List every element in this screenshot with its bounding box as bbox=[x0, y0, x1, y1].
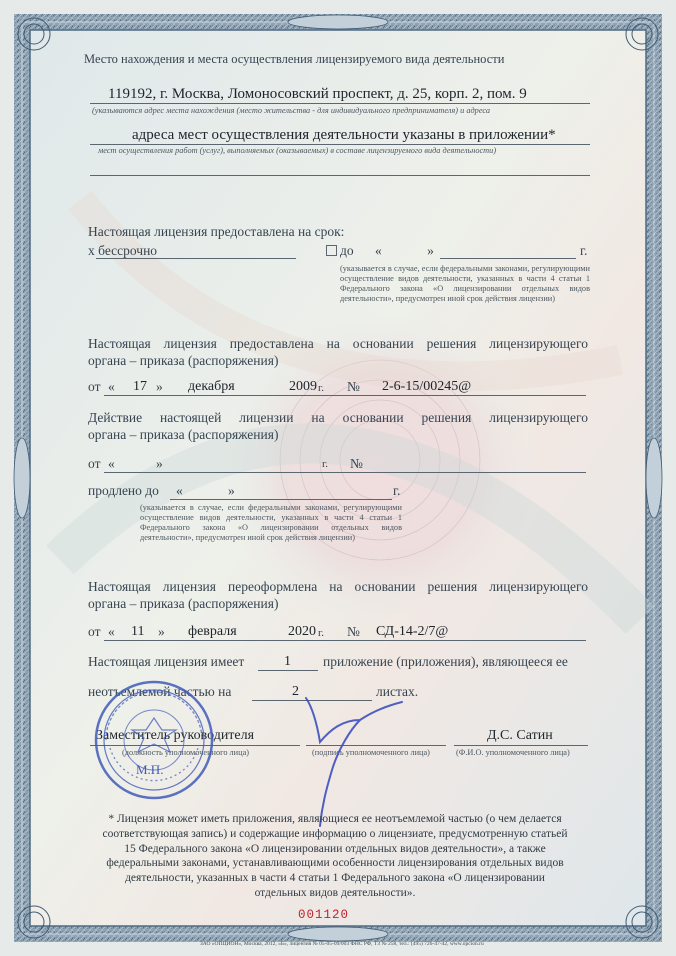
term-unlimited bbox=[88, 243, 157, 259]
activity-underline bbox=[90, 144, 590, 145]
attachments-count-underline bbox=[258, 670, 318, 671]
official-stamp-icon bbox=[92, 678, 216, 802]
signer-name: Д.С. Сатин bbox=[487, 728, 553, 743]
stamp-mark: М.П. bbox=[136, 762, 164, 777]
blank-underline bbox=[90, 175, 590, 176]
until-quote-open: « bbox=[375, 243, 382, 258]
signature-note: (подпись уполномоченного лица) bbox=[312, 748, 430, 757]
extended-label: продлено до bbox=[88, 483, 159, 498]
printer-line: ЗАО «ОПЦИОН», Москва, 2012, «Б», лицензия № 05-05-09/003 ФНС РФ, ТЗ № 258, тел.: (495) 726-47-42, www.opcion.ru bbox=[200, 941, 484, 947]
extended-underline bbox=[170, 499, 392, 500]
grant-number-label: № bbox=[347, 379, 360, 394]
extension-number-label: № bbox=[350, 456, 363, 471]
reissue-quote-close: » bbox=[158, 624, 165, 639]
extension-note: (указывается в случае, если федеральными законами, регулирующими осуществление видов деятельности, указанных в части 4 статьи 1 Федерального закона «О лицензировании отдельных видов деятельности», предусмотрен иной срок действия лицензии) bbox=[140, 503, 402, 542]
extension-underline bbox=[104, 472, 586, 473]
grant-quote-open: « bbox=[108, 379, 115, 394]
grant-number: 2-6-15/00245@ bbox=[382, 379, 472, 394]
until-quote-close: » bbox=[427, 243, 434, 258]
term-until bbox=[326, 243, 434, 259]
attachments-sheets-label: листах. bbox=[376, 684, 419, 699]
reissue-number-label: № bbox=[347, 624, 360, 639]
unlimited-checkbox-mark: x bbox=[88, 243, 95, 258]
grant-basis-line1: Настоящая лицензия предоставлена на основании решения лицензирующего bbox=[88, 336, 588, 351]
grant-year-suffix: г. bbox=[318, 382, 325, 394]
attachments-has-label: Настоящая лицензия имеет bbox=[88, 654, 245, 669]
grant-month: декабря bbox=[188, 379, 235, 394]
until-note: (указывается в случае, если федеральными законами, регулирующими осуществление видов деятельности, указанных в части 4 статьи 1 Федерального закона «О лицензировании отдельных видов деятельности», предусмотрен иной срок действия лицензии) bbox=[340, 264, 590, 303]
license-address: 119192, г. Москва, Ломоносовский проспект, д. 25, корп. 2, пом. 9 bbox=[108, 86, 527, 102]
activity-places: адреса мест осуществления деятельности указаны в приложении* bbox=[132, 127, 556, 143]
extension-line2: органа – приказа (распоряжения) bbox=[88, 427, 279, 442]
unlimited-underline bbox=[96, 258, 296, 259]
extension-from-label: от bbox=[88, 456, 101, 471]
serial-number: 001120 bbox=[298, 908, 350, 922]
extension-year-suffix: г. bbox=[322, 458, 329, 470]
grant-underline bbox=[104, 395, 586, 396]
signer-position: Заместитель руководителя bbox=[96, 728, 255, 743]
extension-line1: Действие настоящей лицензии на основании решения лицензирующего bbox=[88, 410, 588, 425]
until-underline bbox=[440, 258, 576, 259]
address-underline bbox=[90, 103, 590, 104]
attachments-sheets: 2 bbox=[292, 684, 299, 699]
extended-quote-close: » bbox=[228, 483, 235, 498]
unlimited-label: бессрочно bbox=[98, 243, 158, 258]
position-note: (должность уполномоченного лица) bbox=[122, 748, 250, 757]
attachments-text: приложение (приложения), являющееся ее bbox=[323, 654, 568, 669]
reissue-day: 11 bbox=[131, 624, 145, 639]
term-heading: Настоящая лицензия предоставлена на срок: bbox=[88, 224, 345, 239]
footnote: * Лицензия может иметь приложения, являющиеся ее неотъемлемой частью (о чем делается соответствующая запись) и содержащие информацию о лицензиате, предусмотренную статьей 15 Федерального закона «О лицензировании отдельных видов деятельности», а также федеральными законами, устанавливающими особенности лицензирования отдельных видов деятельности, указанных в части 4 статьи 1 Федерального закона «О лицензировании отдельных видов деятельности». bbox=[102, 813, 568, 899]
reissue-underline bbox=[104, 640, 586, 641]
reissue-line2: органа – приказа (распоряжения) bbox=[88, 596, 279, 611]
grant-year: 2009 bbox=[289, 379, 317, 394]
location-heading: Место нахождения и места осуществления лицензируемого вида деятельности bbox=[84, 52, 505, 66]
reissue-number: СД-14-2/7@ bbox=[376, 624, 449, 639]
extended-quote-open: « bbox=[176, 483, 183, 498]
until-label: до bbox=[340, 243, 354, 258]
handwritten-signature-icon bbox=[300, 690, 430, 830]
address-note: (указываются адрес места нахождения (место жительства - для индивидуального предпринимателя) и адреса bbox=[92, 106, 491, 115]
reissue-year-suffix: г. bbox=[318, 627, 325, 639]
name-note: (Ф.И.О. уполномоченного лица) bbox=[456, 748, 570, 757]
extended-year-suffix: г. bbox=[393, 483, 401, 498]
attachments-count: 1 bbox=[284, 654, 291, 669]
reissue-quote-open: « bbox=[108, 624, 115, 639]
grant-from-label: от bbox=[88, 379, 101, 394]
attachments-integral-label: неотъемлемой частью на bbox=[88, 684, 232, 699]
grant-basis-line2: органа – приказа (распоряжения) bbox=[88, 353, 279, 368]
reissue-line1: Настоящая лицензия переоформлена на основании решения лицензирующего bbox=[88, 579, 588, 594]
grant-quote-close: » bbox=[156, 379, 163, 394]
reissue-month: февраля bbox=[188, 624, 237, 639]
extension-quote-close: » bbox=[156, 456, 163, 471]
until-year-suffix: г. bbox=[580, 243, 588, 258]
activity-note: мест осуществления работ (услуг), выполняемых (оказываемых) в составе лицензируемого вида деятельности) bbox=[98, 146, 497, 155]
until-checkbox bbox=[326, 245, 337, 256]
reissue-year: 2020 bbox=[288, 624, 316, 639]
reissue-from-label: от bbox=[88, 624, 101, 639]
name-underline bbox=[454, 745, 588, 746]
extension-quote-open: « bbox=[108, 456, 115, 471]
grant-day: 17 bbox=[133, 379, 147, 394]
